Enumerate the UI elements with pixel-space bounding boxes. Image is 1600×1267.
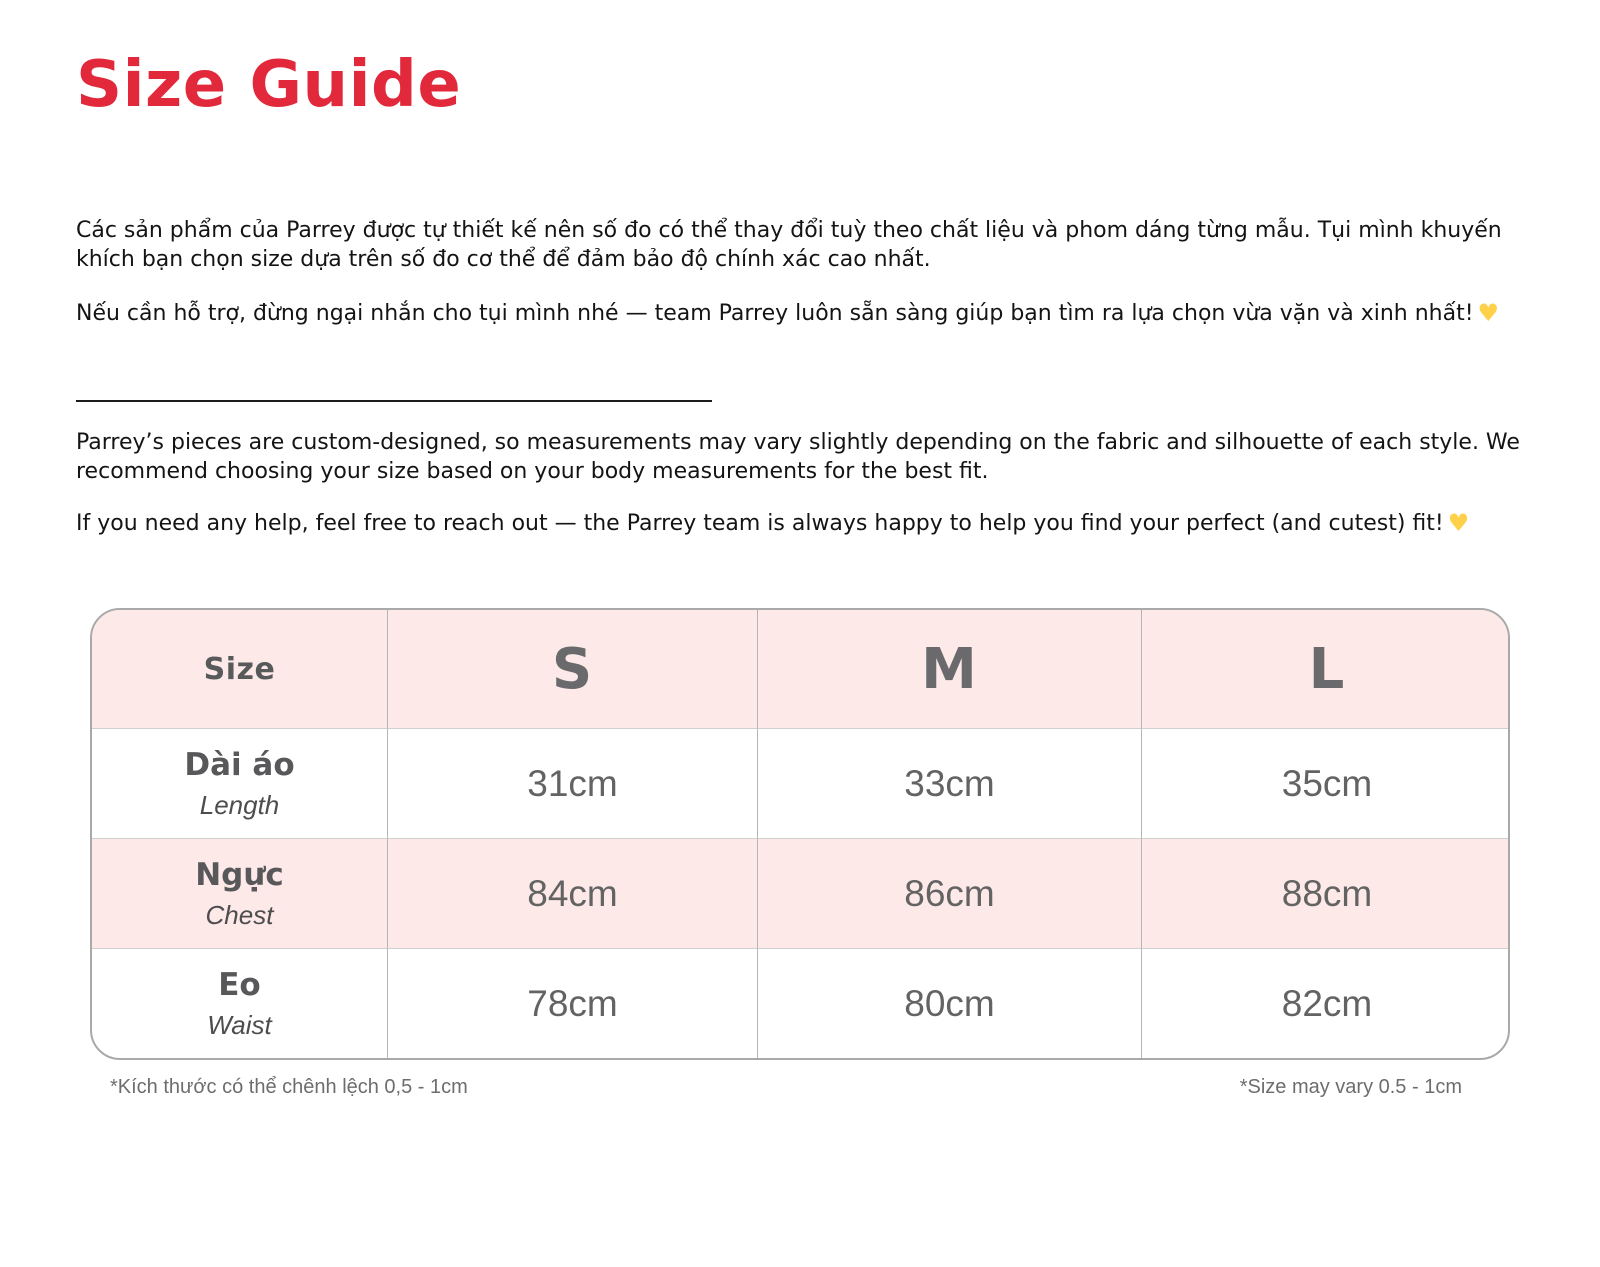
waist-s-cell — [387, 948, 757, 1058]
length-l-cell — [1141, 728, 1510, 838]
size-guide-page — [0, 48, 1600, 1267]
page-title: Size Guide — [76, 48, 462, 122]
row-label-en: Chest — [205, 899, 274, 930]
section-divider — [76, 400, 712, 402]
row-label-vi: Dài áo — [184, 746, 295, 783]
size-table-container — [90, 608, 1510, 1060]
row-label-vi: Eo — [218, 966, 261, 1003]
footnote-en: *Size may vary 0.5 - 1cm — [1239, 1076, 1462, 1098]
length-s-cell — [387, 728, 757, 838]
table-row-chest — [92, 838, 1510, 948]
row-label-en: Waist — [207, 1009, 272, 1040]
yellow-heart-icon: ♥ — [1447, 509, 1470, 537]
chest-l-cell — [1141, 838, 1510, 948]
intro-paragraph-en-1: Parrey’s pieces are custom-designed, so measurements may vary slightly depending on the fabric and silhouette of each style. We recommend choosing your size based on your body measurements for the best fit. — [76, 430, 1520, 484]
footnotes — [0, 1076, 1600, 1099]
intro-paragraph-vi-2 — [76, 299, 1540, 328]
waist-l-cell — [1141, 948, 1510, 1058]
size-column-header: Size — [203, 651, 276, 687]
yellow-heart-icon: ♥ — [1477, 299, 1500, 327]
row-label-vi: Ngực — [195, 856, 284, 893]
chest-m-cell — [757, 838, 1141, 948]
row-label-cell — [92, 948, 387, 1058]
waist-m-cell — [757, 948, 1141, 1058]
intro-paragraph-en-2-text: If you need any help, feel free to reach out — the Parrey team is always happy to help you find your perfect (and cutest) fit! — [76, 511, 1444, 536]
cell-value: 88cm — [1281, 872, 1373, 914]
cell-value: 35cm — [1281, 762, 1373, 804]
footnote-vi: *Kích thước có thể chênh lệch 0,5 - 1cm — [110, 1076, 468, 1098]
size-table-header-label-cell — [92, 610, 387, 728]
chest-s-cell — [387, 838, 757, 948]
intro-paragraph-vi-1: Các sản phẩm của Parrey được tự thiết kế nên số đo có thể thay đổi tuỳ theo chất liệu và phom dáng từng mẫu. Tụi mình khuyến khích bạn chọn size dựa trên số đo cơ thể để đảm bảo độ chính xác cao nhất. — [76, 218, 1502, 272]
cell-value: 80cm — [904, 982, 995, 1024]
table-row-waist — [92, 948, 1510, 1058]
intro-paragraph-vi-2-text: Nếu cần hỗ trợ, đừng ngại nhắn cho tụi mình nhé — team Parrey luôn sẵn sàng giúp bạn tìm ra lựa chọn vừa vặn và xinh nhất! — [76, 301, 1474, 326]
row-label-cell — [92, 838, 387, 948]
cell-value: 78cm — [527, 982, 618, 1024]
size-table-header-row — [92, 610, 1510, 728]
size-header-l: L — [1308, 636, 1346, 702]
table-row-length — [92, 728, 1510, 838]
cell-value: 33cm — [904, 762, 995, 804]
intro-paragraph-en-2 — [76, 509, 1540, 538]
size-table-header-s-cell — [387, 610, 757, 728]
length-m-cell — [757, 728, 1141, 838]
cell-value: 84cm — [527, 872, 618, 914]
cell-value: 86cm — [904, 872, 995, 914]
cell-value: 82cm — [1281, 982, 1373, 1024]
size-table-header-m-cell — [757, 610, 1141, 728]
size-table-header-l-cell — [1141, 610, 1510, 728]
size-header-s: S — [551, 636, 594, 702]
cell-value: 31cm — [527, 762, 618, 804]
row-label-cell — [92, 728, 387, 838]
size-header-m: M — [921, 636, 978, 702]
size-table — [92, 610, 1510, 1058]
row-label-en: Length — [199, 789, 280, 820]
